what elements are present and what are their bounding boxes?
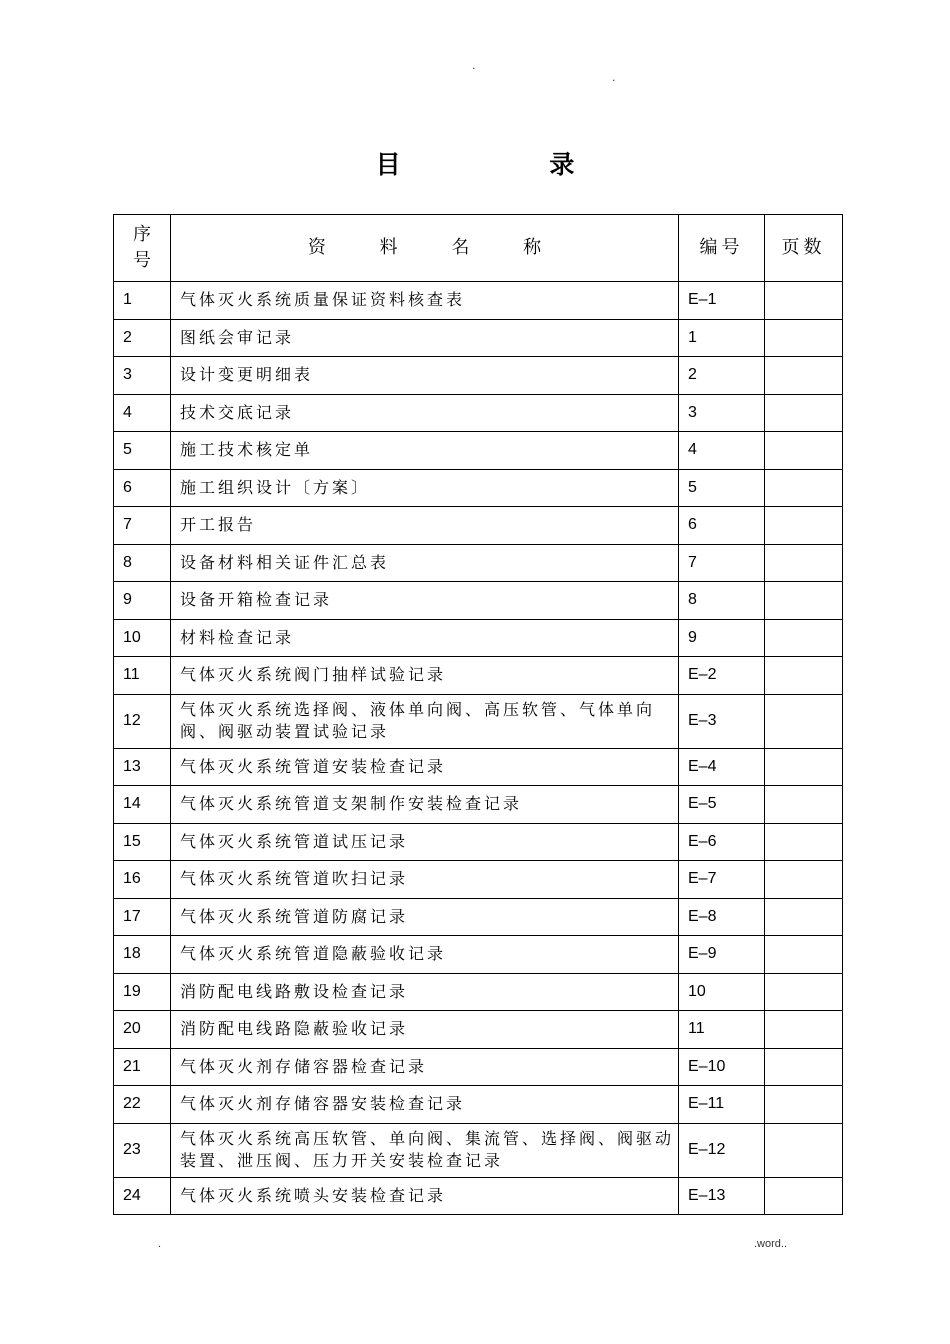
row-number: 6 xyxy=(114,469,171,507)
row-number: 20 xyxy=(114,1011,171,1049)
table-row xyxy=(114,657,843,695)
column-header-no: 序号 xyxy=(114,215,171,282)
row-pages xyxy=(765,973,843,1011)
row-number: 15 xyxy=(114,823,171,861)
row-pages xyxy=(765,394,843,432)
row-pages xyxy=(765,319,843,357)
row-pages xyxy=(765,861,843,899)
row-title: 气体灭火系统选择阀、液体单向阀、高压软管、气体单向阀、阀驱动装置试验记录 xyxy=(171,694,679,748)
table-row xyxy=(114,823,843,861)
row-code: 9 xyxy=(679,619,765,657)
row-number: 18 xyxy=(114,936,171,974)
row-code: 11 xyxy=(679,1011,765,1049)
row-number: 16 xyxy=(114,861,171,899)
column-header-pages: 页数 xyxy=(765,215,843,282)
row-pages xyxy=(765,544,843,582)
row-title: 技术交底记录 xyxy=(171,394,679,432)
row-code: E–11 xyxy=(679,1086,765,1124)
row-pages xyxy=(765,469,843,507)
row-code: E–1 xyxy=(679,282,765,320)
table-header-row xyxy=(114,215,843,282)
row-number: 4 xyxy=(114,394,171,432)
column-header-code: 编号 xyxy=(679,215,765,282)
footer-right: .word.. xyxy=(754,1238,788,1250)
row-title: 气体灭火系统管道支架制作安装检查记录 xyxy=(171,786,679,824)
row-title: 气体灭火系统管道防腐记录 xyxy=(171,898,679,936)
row-code: 1 xyxy=(679,319,765,357)
row-pages xyxy=(765,432,843,470)
row-code: E–12 xyxy=(679,1123,765,1177)
row-number: 23 xyxy=(114,1123,171,1177)
row-code: E–13 xyxy=(679,1177,765,1215)
row-pages xyxy=(765,1123,843,1177)
row-number: 3 xyxy=(114,357,171,395)
table-row xyxy=(114,748,843,786)
row-pages xyxy=(765,823,843,861)
row-pages xyxy=(765,657,843,695)
table-row xyxy=(114,973,843,1011)
row-title: 气体灭火剂存储容器检查记录 xyxy=(171,1048,679,1086)
row-pages xyxy=(765,694,843,748)
row-number: 21 xyxy=(114,1048,171,1086)
table-row xyxy=(114,936,843,974)
row-code: 7 xyxy=(679,544,765,582)
table-row xyxy=(114,1086,843,1124)
row-title: 气体灭火系统管道安装检查记录 xyxy=(171,748,679,786)
row-code: 10 xyxy=(679,973,765,1011)
table-row xyxy=(114,282,843,320)
row-number: 7 xyxy=(114,507,171,545)
row-number: 5 xyxy=(114,432,171,470)
row-title: 消防配电线路隐蔽验收记录 xyxy=(171,1011,679,1049)
row-code: 6 xyxy=(679,507,765,545)
table-row xyxy=(114,319,843,357)
row-title: 气体灭火系统管道吹扫记录 xyxy=(171,861,679,899)
row-number: 14 xyxy=(114,786,171,824)
row-number: 9 xyxy=(114,582,171,620)
row-number: 12 xyxy=(114,694,171,748)
row-pages xyxy=(765,582,843,620)
row-pages xyxy=(765,357,843,395)
row-title: 设备开箱检查记录 xyxy=(171,582,679,620)
row-code: 8 xyxy=(679,582,765,620)
table-row xyxy=(114,898,843,936)
row-code: E–9 xyxy=(679,936,765,974)
row-code: E–8 xyxy=(679,898,765,936)
contents-table xyxy=(113,214,843,1215)
row-title: 施工组织设计〔方案〕 xyxy=(171,469,679,507)
table-row xyxy=(114,861,843,899)
row-pages xyxy=(765,619,843,657)
table-row xyxy=(114,582,843,620)
table-row xyxy=(114,544,843,582)
row-title: 施工技术核定单 xyxy=(171,432,679,470)
row-number: 1 xyxy=(114,282,171,320)
row-title: 气体灭火系统喷头安装检查记录 xyxy=(171,1177,679,1215)
row-number: 22 xyxy=(114,1086,171,1124)
row-title: 设备材料相关证件汇总表 xyxy=(171,544,679,582)
row-pages xyxy=(765,1177,843,1215)
row-code: 5 xyxy=(679,469,765,507)
row-code: E–7 xyxy=(679,861,765,899)
row-code: E–6 xyxy=(679,823,765,861)
table-row xyxy=(114,357,843,395)
row-number: 17 xyxy=(114,898,171,936)
row-number: 2 xyxy=(114,319,171,357)
table-row xyxy=(114,469,843,507)
row-title: 设计变更明细表 xyxy=(171,357,679,395)
row-code: 2 xyxy=(679,357,765,395)
row-pages xyxy=(765,282,843,320)
row-title: 气体灭火系统管道试压记录 xyxy=(171,823,679,861)
row-code: 3 xyxy=(679,394,765,432)
row-code: E–4 xyxy=(679,748,765,786)
table-row xyxy=(114,507,843,545)
row-title: 气体灭火系统阀门抽样试验记录 xyxy=(171,657,679,695)
row-pages xyxy=(765,1011,843,1049)
footer-left: . xyxy=(158,1238,162,1250)
column-header-name: 资 料 名 称 xyxy=(171,215,679,282)
table-row xyxy=(114,394,843,432)
header-dot-right: . xyxy=(612,71,616,84)
row-number: 8 xyxy=(114,544,171,582)
row-pages xyxy=(765,936,843,974)
row-title: 消防配电线路敷设检查记录 xyxy=(171,973,679,1011)
row-pages xyxy=(765,786,843,824)
row-title: 气体灭火系统管道隐蔽验收记录 xyxy=(171,936,679,974)
table-row xyxy=(114,786,843,824)
row-title: 开工报告 xyxy=(171,507,679,545)
row-code: E–5 xyxy=(679,786,765,824)
table-row xyxy=(114,619,843,657)
table-row xyxy=(114,1011,843,1049)
row-title: 材料检查记录 xyxy=(171,619,679,657)
table-row xyxy=(114,1177,843,1215)
row-title: 气体灭火剂存储容器安装检查记录 xyxy=(171,1086,679,1124)
row-pages xyxy=(765,748,843,786)
row-pages xyxy=(765,898,843,936)
row-number: 24 xyxy=(114,1177,171,1215)
row-title: 气体灭火系统质量保证资料核查表 xyxy=(171,282,679,320)
table-row xyxy=(114,1123,843,1177)
table-row xyxy=(114,1048,843,1086)
header-dot-left: . xyxy=(472,59,476,72)
row-number: 19 xyxy=(114,973,171,1011)
row-title: 气体灭火系统高压软管、单向阀、集流管、选择阀、阀驱动装置、泄压阀、压力开关安装检查记录 xyxy=(171,1123,679,1177)
row-pages xyxy=(765,507,843,545)
page-title: 目 录 xyxy=(375,150,645,179)
row-number: 10 xyxy=(114,619,171,657)
row-title: 图纸会审记录 xyxy=(171,319,679,357)
row-code: 4 xyxy=(679,432,765,470)
row-code: E–3 xyxy=(679,694,765,748)
row-pages xyxy=(765,1086,843,1124)
row-code: E–10 xyxy=(679,1048,765,1086)
table-row xyxy=(114,432,843,470)
row-number: 11 xyxy=(114,657,171,695)
table-row xyxy=(114,694,843,748)
row-number: 13 xyxy=(114,748,171,786)
row-code: E–2 xyxy=(679,657,765,695)
contents-table-body xyxy=(114,282,843,1215)
row-pages xyxy=(765,1048,843,1086)
